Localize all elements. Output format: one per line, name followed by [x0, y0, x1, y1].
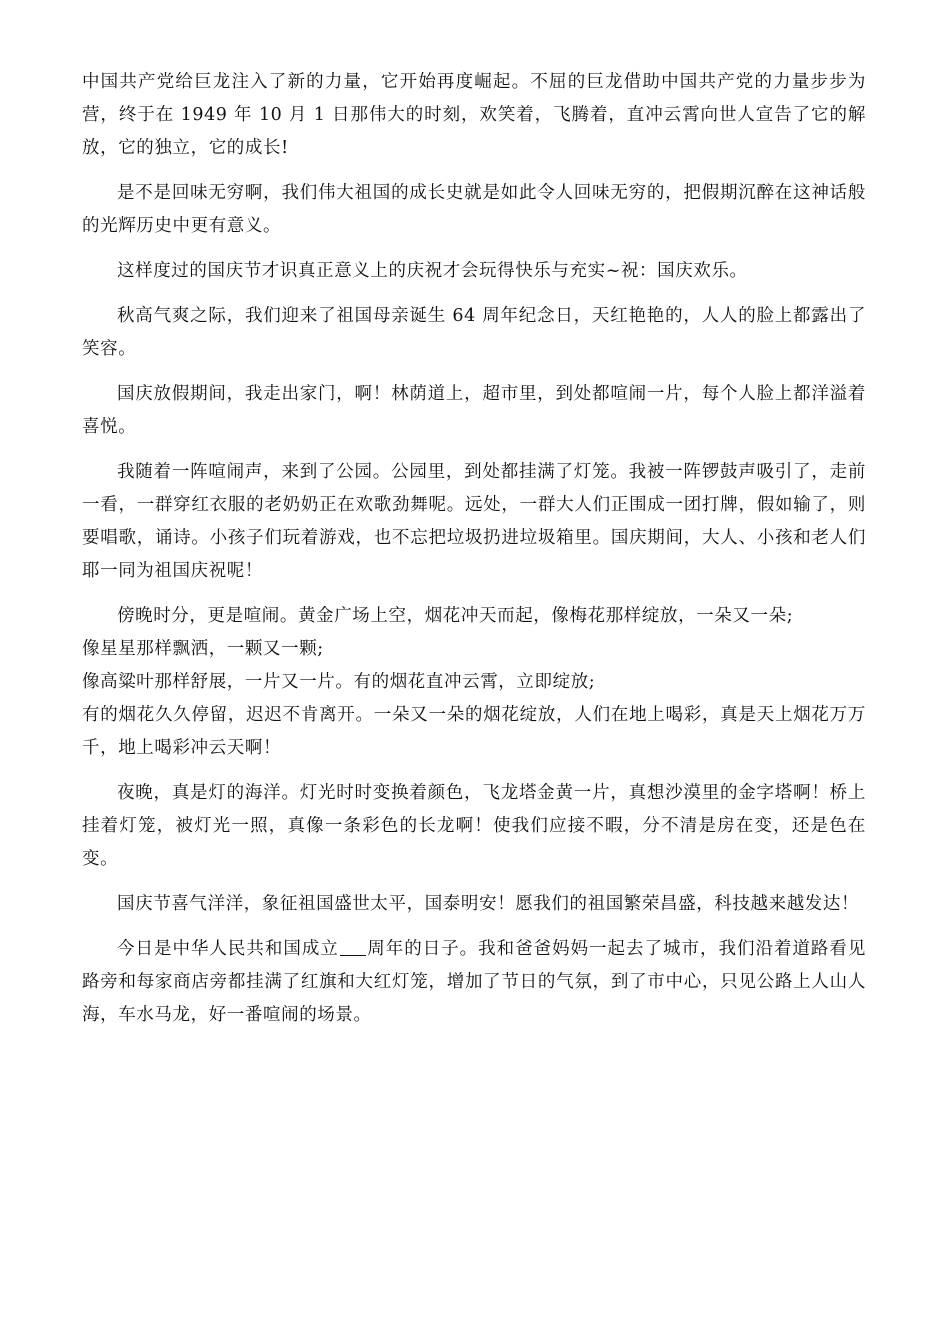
- paragraph-5: 国庆放假期间，我走出家门，啊！林荫道上，超市里，到处都喧闹一片，每个人脸上都洋溢着喜悦。: [82, 384, 866, 437]
- paragraph-3: 这样度过的国庆节才识真正意义上的庆祝才会玩得快乐与充实~祝：国庆欢乐。: [117, 261, 748, 281]
- paragraph-8: 夜晚，真是灯的海洋。灯光时时变换着颜色，飞龙塔金黄一片，真想沙漠里的金字塔啊！桥上挂着灯笼，被灯光一照，真像一条彩色的长龙啊！使我们应接不暇，分不清是房在变，还是色在变。: [82, 783, 866, 869]
- document-page: [82, 66, 866, 1044]
- paragraph-2: 是不是回味无穷啊，我们伟大祖国的成长史就是如此令人回味无穷的，把假期沉醉在这神话般的光辉历史中更有意义。: [82, 183, 866, 236]
- paragraph-10: [82, 933, 866, 1032]
- paragraph-7-line-2: 像星星那样飘洒，一颗又一颗;: [82, 639, 324, 659]
- paragraph-1: 中国共产党给巨龙注入了新的力量，它开始再度崛起。不屈的巨龙借助中国共产党的力量步步为营，终于在 1949 年 10 月 1 日那伟大的时刻，欢笑着，飞腾着，直冲云霄向世人宣告了它的解放，它的独立，它的成长!: [82, 72, 866, 158]
- paragraph-7-line-3: 像高粱叶那样舒展，一片又一片。有的烟花直冲云霄，立即绽放;: [82, 672, 596, 692]
- paragraph-10-end: 周年的日子。我和爸爸妈妈一起去了城市，我们沿着道路看见路旁和每家商店旁都挂满了红旗和大红灯笼，增加了节日的气氛，到了市中心，只见公路上人山人海，车水马龙，好一番喧闹的场景。: [82, 939, 866, 1025]
- fill-in-blank: [340, 935, 366, 956]
- paragraph-4: 秋高气爽之际，我们迎来了祖国母亲诞生 64 周年纪念日，天红艳艳的，人人的脸上都露出了笑容。: [82, 306, 866, 359]
- paragraph-10-start: 今日是中华人民共和国成立: [117, 939, 339, 959]
- paragraph-7-line-4: 有的烟花久久停留，迟迟不肯离开。一朵又一朵的烟花绽放，人们在地上喝彩，真是天上烟花万万千，地上喝彩冲云天啊！: [82, 705, 866, 758]
- paragraph-6: 我随着一阵喧闹声，来到了公园。公园里，到处都挂满了灯笼。我被一阵锣鼓声吸引了，走前一看，一群穿红衣服的老奶奶正在欢歌劲舞呢。远处，一群大人们正围成一团打牌，假如输了，则要唱歌，诵诗。小孩子们玩着游戏，也不忘把垃圾扔进垃圾箱里。国庆期间，大人、小孩和老人们耶一同为祖国庆祝呢！: [82, 462, 866, 581]
- paragraph-9: 国庆节喜气洋洋，象征祖国盛世太平，国泰明安！愿我们的祖国繁荣昌盛，科技越来越发达！: [117, 894, 860, 914]
- paragraph-7-line-1: 傍晚时分，更是喧闹。黄金广场上空，烟花冲天而起，像梅花那样绽放，一朵又一朵;: [117, 606, 794, 626]
